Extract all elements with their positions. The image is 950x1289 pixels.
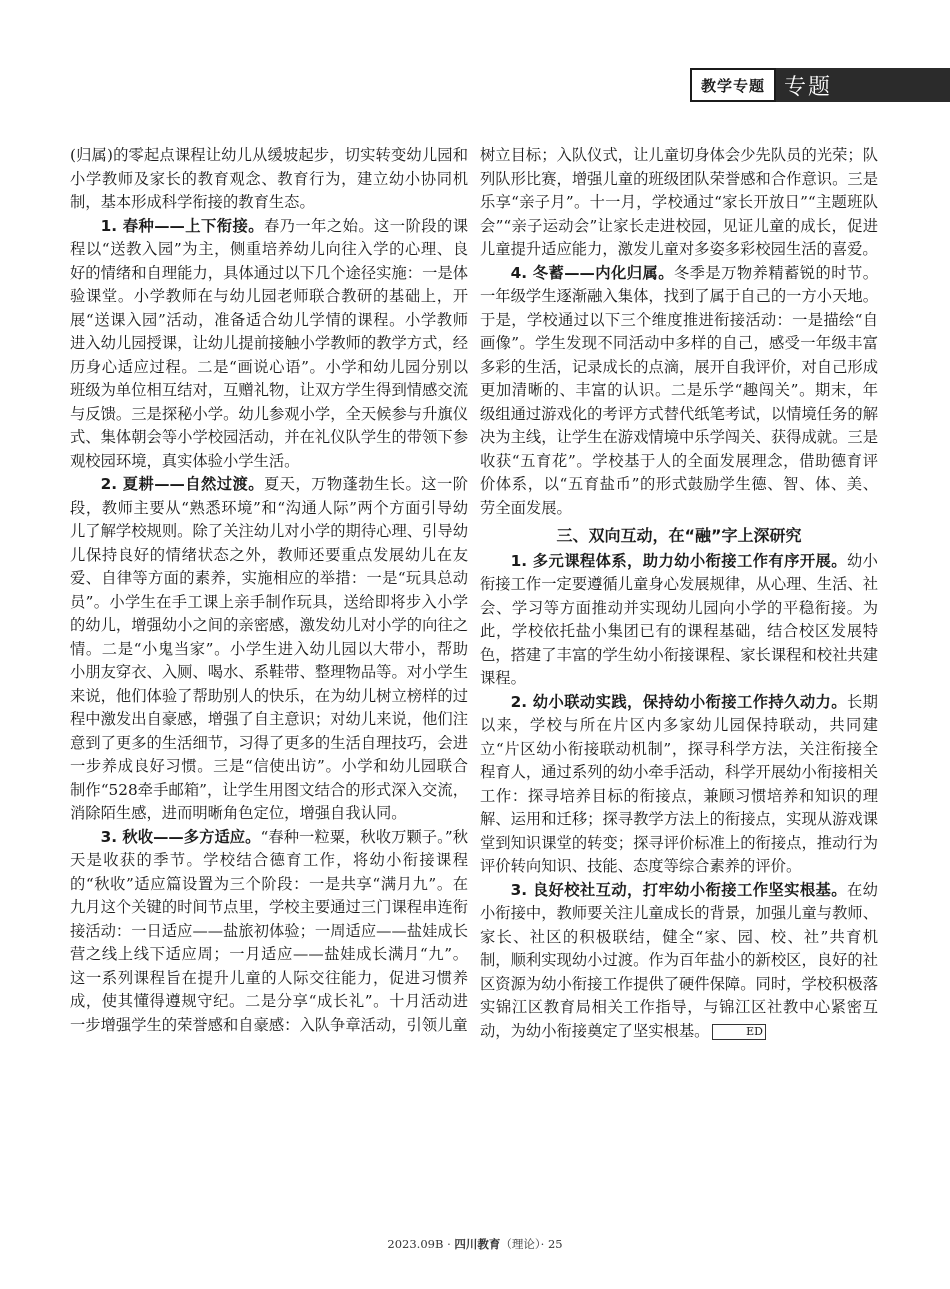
paragraph <box>480 691 878 879</box>
footer-issue: 2023.09B · <box>387 1237 455 1251</box>
paragraph-lead: 2. 夏耕——自然过渡。 <box>100 475 264 493</box>
column-label: 教学专题 <box>690 68 776 102</box>
paragraph-lead: 1. 多元课程体系，助力幼小衔接工作有序开展。 <box>510 551 847 570</box>
footer-page: （理论）· 25 <box>500 1237 563 1251</box>
paragraph <box>70 473 468 826</box>
paragraph <box>70 144 468 215</box>
paragraph-lead: 2. 幼小联动实践，保持幼小衔接工作持久动力。 <box>510 692 847 711</box>
paragraph <box>70 826 468 1038</box>
paragraph-text: “春种一粒粟，秋收万颗子。”秋天是收获的季节。学校结合德育工作，将幼小衔接课程的“秋收”适应篇设置为三个阶段：一是共享“满月九”。在九月这个关键的时间节点里，学校主要通过三门课程串连衔接活动：一日适应——盐旅初体验；一周适应——盐娃成长营之线上线下适应周；一月适应——盐娃成长满月“九”。这一系列课程旨在提升儿童的人际交往能力，促进习惯养成，使其懂得遵规守纪。二是分享“成长礼”。十月活动进一步增强学生的荣誉感和自豪感：入队争章活动，引领儿童 <box>70 827 469 1034</box>
paragraph-text: (归属)的零起点课程让幼儿从缓坡起步，切实转变幼儿园和小学教师及家长的教育观念、教育行为，建立幼小协同机制，基本形成科学衔接的教育生态。 <box>70 146 468 211</box>
paragraph-lead: 3. 良好校社互动，打牢幼小衔接工作坚实根基。 <box>510 880 847 899</box>
paragraph-text: 长期以来，学校与所在片区内多家幼儿园保持联动，共同建立“片区幼小衔接联动机制”，探寻科学方法，关注衔接全程育人，通过系列的幼小牵手活动，科学开展幼小衔接相关工作：探寻培养目标的衔接点，兼顾习惯培养和知识的理解、运用和迁移；探寻教学方法上的衔接点，实现从游戏课堂到知识课堂的转变；探寻评价标准上的衔接点，推动行为评价转向知识、技能、态度等综合素养的评价。 <box>480 692 878 875</box>
footer-magazine: 四川教育 <box>454 1237 501 1251</box>
end-mark-icon: ED <box>712 1024 765 1040</box>
paragraph-text: 冬季是万物养精蓄锐的时节。一年级学生逐渐融入集体，找到了属于自己的一方小天地。于是，学校通过以下三个维度推进衔接活动：一是描绘“自画像”。学生发现不同活动中多样的自己，感受一年级丰富多彩的生活，记录成长的点滴，展开自我评价，对自己形成更加清晰的、丰富的认识。二是乐学“趣闯关”。期末，年级组通过游戏化的考评方式替代纸笔考试，以情境任务的解决为主线，让学生在游戏情境中乐学闯关、获得成就。三是收获“五育花”。学校基于人的全面发展理念，借助德育评价体系，以“五育盐币”的形式鼓励学生德、智、体、美、劳全面发展。 <box>480 263 878 517</box>
paragraph <box>480 262 878 521</box>
column-header <box>690 68 950 102</box>
paragraph <box>480 550 878 691</box>
left-column <box>70 144 468 1037</box>
paragraph-text: 树立目标；入队仪式，让儿童切身体会少先队员的光荣；队列队形比赛，增强儿童的班级团队荣誉感和合作意识。三是乐享“亲子月”。十一月，学校通过“家长开放日”“主题班队会”“亲子运动会”让家长走进校园，见证儿童的成长，促进儿童提升适应能力，激发儿童对多姿多彩校园生活的喜爱。 <box>480 146 878 258</box>
section-title: 三、双向互动，在“融”字上深研究 <box>556 526 802 545</box>
paragraph-text: 幼小衔接工作一定要遵循儿童身心发展规律，从心理、生活、社会、学习等方面推动并实现幼儿园向小学的平稳衔接。为此，学校依托盐小集团已有的课程基础，结合校区发展特色，搭建了丰富的学生幼小衔接课程、家长课程和校社共建课程。 <box>480 551 878 687</box>
column-tab: 专题 <box>776 68 950 102</box>
paragraph <box>480 144 878 262</box>
paragraph-lead: 4. 冬蓄——内化归属。 <box>510 263 674 282</box>
paragraph-lead: 1. 春种——上下衔接。 <box>100 216 264 235</box>
paragraph-text: 春乃一年之始。这一阶段的课程以“送教入园”为主，侧重培养幼儿向往入学的心理、良好的情绪和自理能力，具体通过以下几个途径实施：一是体验课堂。小学教师在与幼儿园老师联合教研的基础上，开展“送课入园”活动，准备适合幼儿学情的课程。小学教师进入幼儿园授课，让幼儿提前接触小学教师的教学方式，经历身心适应过程。二是“画说心语”。小学和幼儿园分别以班级为单位相互结对，互赠礼物，让双方学生得到情感交流与反馈。三是探秘小学。幼儿参观小学，全天候参与升旗仪式、集体朝会等小学校园活动，并在礼仪队学生的带领下参观校园环境，真实体验小学生活。 <box>70 216 468 470</box>
paragraph-text: 夏天，万物蓬勃生长。这一阶段，教师主要从“熟悉环境”和“沟通人际”两个方面引导幼儿了解学校规则。除了关注幼儿对小学的期待心理、引导幼儿保持良好的情绪状态之外，教师还要重点发展幼儿在友爱、自律等方面的素养，实施相应的举措：一是“玩具总动员”。小学生在手工课上亲手制作玩具，送给即将步入小学的幼儿，增强幼小之间的亲密感，激发幼儿对小学的向往之情。二是“小鬼当家”。小学生进入幼儿园以大带小，帮助小朋友穿衣、入厕、喝水、系鞋带、整理物品等。对小学生来说，他们体验了帮助别人的快乐，在为幼儿树立榜样的过程中激发出自豪感，增强了自主意识；对幼儿来说，他们注意到了更多的生活细节，习得了更多的生活自理技巧，会进一步养成良好习惯。三是“信使出访”。小学和幼儿园联合制作“528牵手邮箱”，让学生用图文结合的形式深入交流，消除陌生感，进而明晰角色定位，增强自我认同。 <box>70 475 468 822</box>
page-footer <box>0 1236 950 1252</box>
paragraph-lead: 3. 秋收——多方适应。 <box>100 827 261 846</box>
paragraph <box>480 879 878 1044</box>
right-column <box>480 144 878 1043</box>
paragraph-text: 在幼小衔接中，教师要关注儿童成长的背景，加强儿童与教师、家长、社区的积极联结，健全“家、园、校、社”共育机制，顺利实现幼小过渡。作为百年盐小的新校区，良好的社区资源为幼小衔接工作提供了硬件保障。同时，学校积极落实锦江区教育局相关工作指导，与锦江区社教中心紧密互动，为幼小衔接奠定了坚实根基。 <box>480 880 878 1040</box>
paragraph <box>70 215 468 474</box>
